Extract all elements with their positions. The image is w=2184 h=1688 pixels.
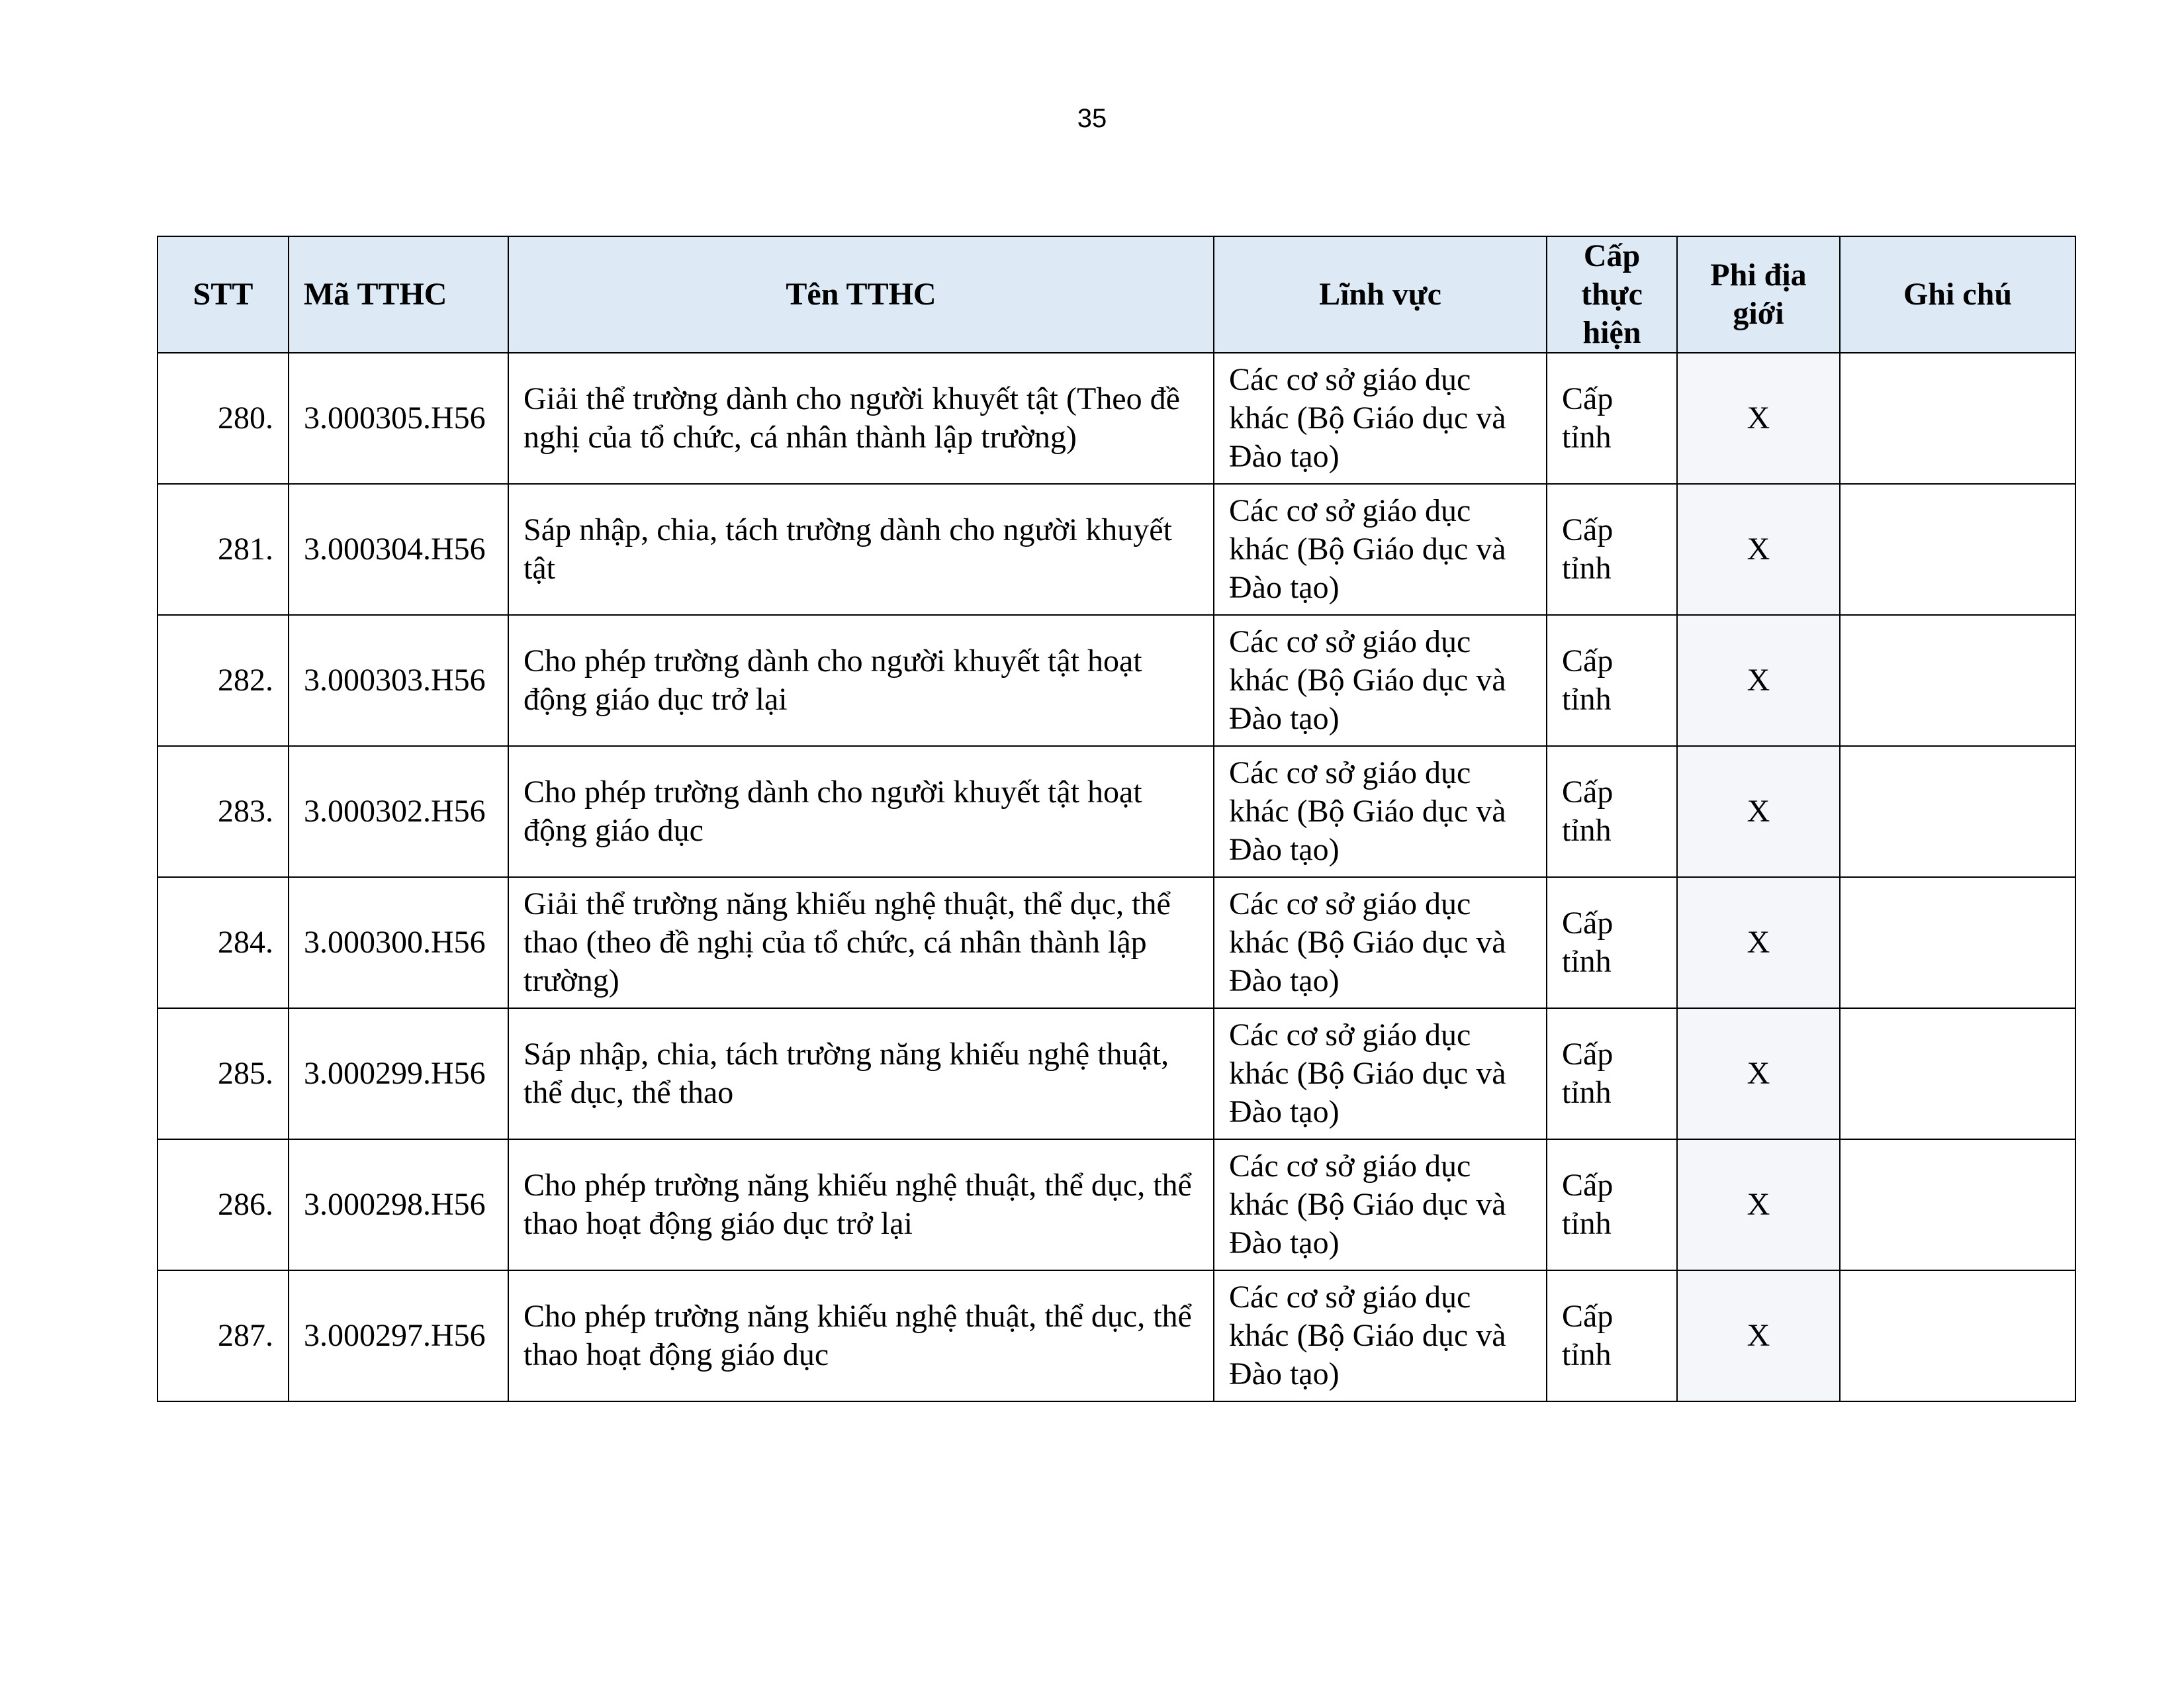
cell-ma-tthc: 3.000300.H56 bbox=[289, 877, 508, 1008]
cell-ghi-chu bbox=[1840, 353, 2075, 484]
cell-ma-tthc: 3.000303.H56 bbox=[289, 615, 508, 746]
table-row bbox=[158, 1008, 2075, 1139]
procedures-table bbox=[157, 236, 2076, 1402]
table-row bbox=[158, 1139, 2075, 1270]
cell-ghi-chu bbox=[1840, 615, 2075, 746]
cell-linh-vuc: Các cơ sở giáo dục khác (Bộ Giáo dục và Đào tạo) bbox=[1214, 1139, 1547, 1270]
cell-cap-thuc-hien: Cấp tỉnh bbox=[1547, 1270, 1677, 1401]
cell-stt: 287. bbox=[158, 1270, 289, 1401]
cell-stt: 283. bbox=[158, 746, 289, 877]
cell-phi-dia-gioi: X bbox=[1677, 1139, 1840, 1270]
table-row bbox=[158, 615, 2075, 746]
cell-ma-tthc: 3.000302.H56 bbox=[289, 746, 508, 877]
cell-ghi-chu bbox=[1840, 1008, 2075, 1139]
cell-linh-vuc: Các cơ sở giáo dục khác (Bộ Giáo dục và Đào tạo) bbox=[1214, 353, 1547, 484]
table-row bbox=[158, 484, 2075, 615]
cell-ma-tthc: 3.000298.H56 bbox=[289, 1139, 508, 1270]
cell-ten-tthc: Cho phép trường dành cho người khuyết tật hoạt động giáo dục bbox=[508, 746, 1214, 877]
cell-ma-tthc: 3.000297.H56 bbox=[289, 1270, 508, 1401]
cell-cap-thuc-hien: Cấp tỉnh bbox=[1547, 746, 1677, 877]
cell-ten-tthc: Giải thể trường dành cho người khuyết tật (Theo đề nghị của tổ chức, cá nhân thành lập trường) bbox=[508, 353, 1214, 484]
cell-cap-thuc-hien: Cấp tỉnh bbox=[1547, 1008, 1677, 1139]
cell-ghi-chu bbox=[1840, 746, 2075, 877]
header-cap-thuc-hien: Cấp thực hiện bbox=[1547, 236, 1677, 353]
header-phi-dia-gioi: Phi địa giới bbox=[1677, 236, 1840, 353]
table-body bbox=[158, 353, 2075, 1401]
cell-ghi-chu bbox=[1840, 484, 2075, 615]
header-ma-tthc: Mã TTHC bbox=[289, 236, 508, 353]
cell-stt: 280. bbox=[158, 353, 289, 484]
cell-linh-vuc: Các cơ sở giáo dục khác (Bộ Giáo dục và Đào tạo) bbox=[1214, 484, 1547, 615]
cell-cap-thuc-hien: Cấp tỉnh bbox=[1547, 484, 1677, 615]
cell-stt: 286. bbox=[158, 1139, 289, 1270]
cell-cap-thuc-hien: Cấp tỉnh bbox=[1547, 1139, 1677, 1270]
header-ten-tthc: Tên TTHC bbox=[508, 236, 1214, 353]
table-row bbox=[158, 1270, 2075, 1401]
header-ghi-chu: Ghi chú bbox=[1840, 236, 2075, 353]
table-row bbox=[158, 877, 2075, 1008]
cell-linh-vuc: Các cơ sở giáo dục khác (Bộ Giáo dục và Đào tạo) bbox=[1214, 877, 1547, 1008]
cell-linh-vuc: Các cơ sở giáo dục khác (Bộ Giáo dục và Đào tạo) bbox=[1214, 615, 1547, 746]
cell-ghi-chu bbox=[1840, 877, 2075, 1008]
cell-phi-dia-gioi: X bbox=[1677, 877, 1840, 1008]
cell-ten-tthc: Cho phép trường năng khiếu nghệ thuật, thể dục, thể thao hoạt động giáo dục bbox=[508, 1270, 1214, 1401]
cell-linh-vuc: Các cơ sở giáo dục khác (Bộ Giáo dục và Đào tạo) bbox=[1214, 1270, 1547, 1401]
cell-cap-thuc-hien: Cấp tỉnh bbox=[1547, 615, 1677, 746]
cell-phi-dia-gioi: X bbox=[1677, 746, 1840, 877]
cell-phi-dia-gioi: X bbox=[1677, 1008, 1840, 1139]
cell-stt: 284. bbox=[158, 877, 289, 1008]
cell-ghi-chu bbox=[1840, 1270, 2075, 1401]
cell-ten-tthc: Giải thể trường năng khiếu nghệ thuật, thể dục, thể thao (theo đề nghị của tổ chức, cá nhân thành lập trường) bbox=[508, 877, 1214, 1008]
cell-linh-vuc: Các cơ sở giáo dục khác (Bộ Giáo dục và Đào tạo) bbox=[1214, 746, 1547, 877]
cell-cap-thuc-hien: Cấp tỉnh bbox=[1547, 353, 1677, 484]
cell-linh-vuc: Các cơ sở giáo dục khác (Bộ Giáo dục và Đào tạo) bbox=[1214, 1008, 1547, 1139]
cell-phi-dia-gioi: X bbox=[1677, 1270, 1840, 1401]
table-header bbox=[158, 236, 2075, 353]
cell-ma-tthc: 3.000299.H56 bbox=[289, 1008, 508, 1139]
cell-ten-tthc: Cho phép trường năng khiếu nghệ thuật, thể dục, thể thao hoạt động giáo dục trở lại bbox=[508, 1139, 1214, 1270]
cell-stt: 281. bbox=[158, 484, 289, 615]
header-linh-vuc: Lĩnh vực bbox=[1214, 236, 1547, 353]
cell-cap-thuc-hien: Cấp tỉnh bbox=[1547, 877, 1677, 1008]
cell-stt: 282. bbox=[158, 615, 289, 746]
header-row bbox=[158, 236, 2075, 353]
page-number: 35 bbox=[1077, 104, 1107, 133]
cell-ghi-chu bbox=[1840, 1139, 2075, 1270]
cell-ten-tthc: Sáp nhập, chia, tách trường dành cho người khuyết tật bbox=[508, 484, 1214, 615]
cell-phi-dia-gioi: X bbox=[1677, 484, 1840, 615]
cell-ten-tthc: Cho phép trường dành cho người khuyết tật hoạt động giáo dục trở lại bbox=[508, 615, 1214, 746]
header-stt: STT bbox=[158, 236, 289, 353]
cell-ma-tthc: 3.000304.H56 bbox=[289, 484, 508, 615]
cell-stt: 285. bbox=[158, 1008, 289, 1139]
table-row bbox=[158, 746, 2075, 877]
cell-phi-dia-gioi: X bbox=[1677, 615, 1840, 746]
table-row bbox=[158, 353, 2075, 484]
cell-phi-dia-gioi: X bbox=[1677, 353, 1840, 484]
cell-ten-tthc: Sáp nhập, chia, tách trường năng khiếu nghệ thuật, thể dục, thể thao bbox=[508, 1008, 1214, 1139]
cell-ma-tthc: 3.000305.H56 bbox=[289, 353, 508, 484]
